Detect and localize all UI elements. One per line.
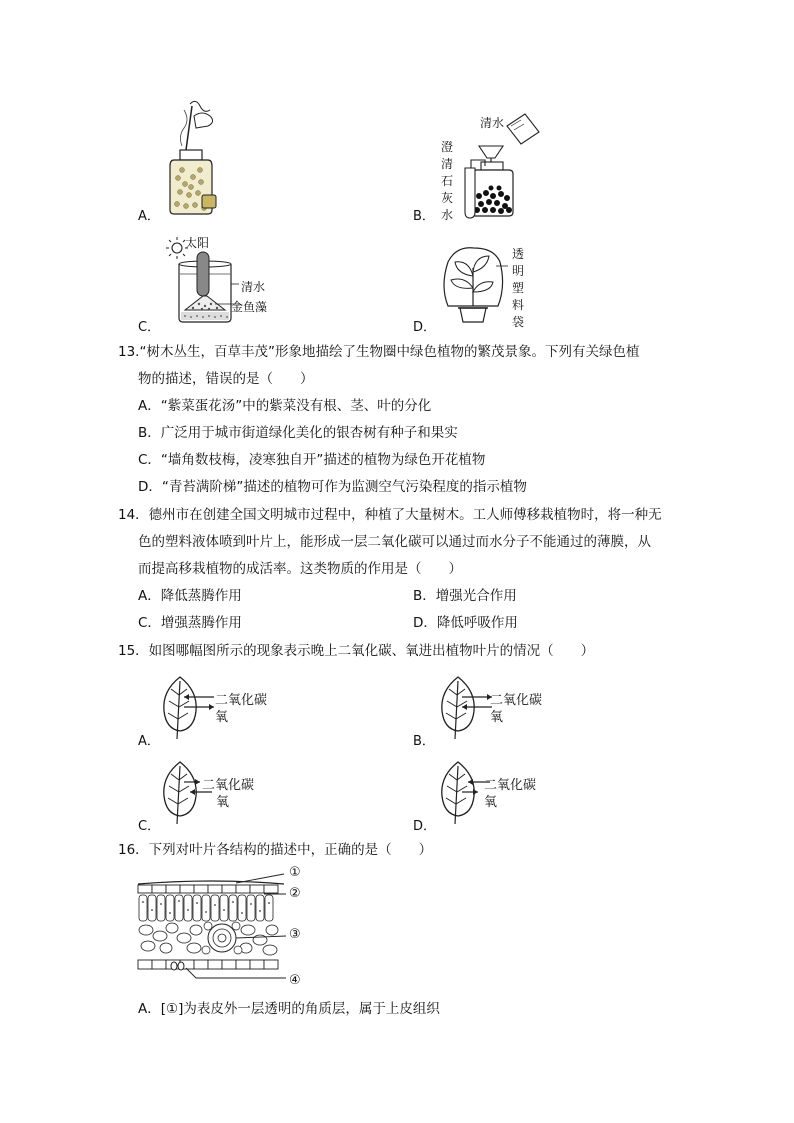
bag-char-3: 塑: [512, 281, 525, 295]
leaf-cross-section-diagram: [136, 866, 286, 981]
co2-label-d: 二氧化碳: [484, 778, 537, 793]
q13-stem-line1: 13.“树木丛生，百草丰茂”形象地描绘了生物圈中绿色植物的繁茂景象。下列有关绿色植: [118, 344, 640, 360]
o2-label-a: 氧: [215, 710, 229, 725]
marker-3: ③: [289, 927, 301, 942]
water-label-c: 清水: [241, 280, 266, 294]
q14-option-b[interactable]: B．增强光合作用: [413, 588, 517, 604]
q14-stem-line3: 而提高移栽植物的成活率。这类物质的作用是（ ）: [138, 561, 462, 577]
algae-beaker-diagram: [175, 252, 235, 324]
limewater-char-3: 石: [441, 174, 454, 188]
limewater-char-2: 清: [441, 157, 454, 171]
algae-label: 金鱼藻: [231, 300, 268, 314]
co2-label-b: 二氧化碳: [490, 693, 543, 708]
q15-option-b-label[interactable]: B．: [413, 734, 435, 749]
q15-option-a-label[interactable]: A．: [138, 734, 160, 749]
co2-label-c: 二氧化碳: [202, 778, 255, 793]
limewater-char-1: 澄: [441, 140, 454, 154]
limewater-apparatus-diagram: [455, 106, 555, 218]
q14-stem-line1: 14．德州市在创建全国文明城市过程中，种植了大量树木。工人师傅移栽植物时，将一种无: [118, 507, 662, 523]
bag-char-4: 料: [512, 298, 525, 312]
limewater-char-4: 灰: [441, 191, 454, 205]
q14-option-d[interactable]: D．降低呼吸作用: [413, 615, 518, 631]
q14-stem-line2: 色的塑料液体喷到叶片上，能形成一层二氧化碳可以通过而水分子不能通过的薄膜，从: [138, 534, 651, 550]
q13-option-a[interactable]: A．“紫菜蛋花汤”中的紫菜没有根、茎、叶的分化: [138, 398, 432, 414]
option-label-c: C．: [138, 320, 161, 335]
plant-in-bag-diagram: [438, 246, 508, 326]
limewater-char-5: 水: [441, 208, 454, 222]
marker-1: ①: [289, 865, 301, 880]
option-label-a: A．: [138, 209, 160, 224]
q13-option-d[interactable]: D．“青苔满阶梯”描述的植物可作为监测空气污染程度的指示植物: [138, 479, 527, 495]
marker-4: ④: [289, 973, 301, 988]
q13-option-c[interactable]: C．“墙角数枝梅，凌寒独自开”描述的植物为绿色开花植物: [138, 452, 486, 468]
q14-option-a[interactable]: A．降低蒸腾作用: [138, 588, 242, 604]
option-label-d: D．: [413, 320, 437, 335]
q13-stem-line2: 物的描述，错误的是（ ）: [138, 371, 314, 387]
bag-char-2: 明: [512, 264, 525, 278]
water-label: 清水: [480, 116, 505, 130]
o2-label-d: 氧: [484, 795, 498, 810]
q16-option-a[interactable]: A．[①]为表皮外一层透明的角质层，属于上皮组织: [138, 1001, 440, 1017]
q14-option-c[interactable]: C．增强蒸腾作用: [138, 615, 242, 631]
q15-stem: 15．如图哪幅图所示的现象表示晚上二氧化碳、氧进出植物叶片的情况（ ）: [118, 643, 595, 659]
leaf-a-diagram: [160, 675, 220, 741]
leaf-c-diagram: [160, 760, 220, 826]
o2-label-c: 氧: [216, 795, 230, 810]
o2-label-b: 氧: [490, 710, 504, 725]
option-label-b: B．: [413, 209, 435, 224]
bag-char-5: 袋: [512, 315, 525, 329]
leaf-b-diagram: [438, 675, 498, 741]
jar-with-seeds-diagram: [160, 98, 230, 218]
marker-2: ②: [289, 886, 301, 901]
q13-option-b[interactable]: B．广泛用于城市街道绿化美化的银杏树有种子和果实: [138, 425, 458, 441]
q16-stem: 16．下列对叶片各结构的描述中，正确的是（ ）: [118, 842, 433, 858]
sun-label: 太阳: [185, 236, 210, 250]
bag-char-1: 透: [512, 247, 525, 261]
co2-label-a: 二氧化碳: [215, 693, 268, 708]
q15-option-c-label[interactable]: C．: [138, 819, 161, 834]
q15-option-d-label[interactable]: D．: [413, 819, 437, 834]
